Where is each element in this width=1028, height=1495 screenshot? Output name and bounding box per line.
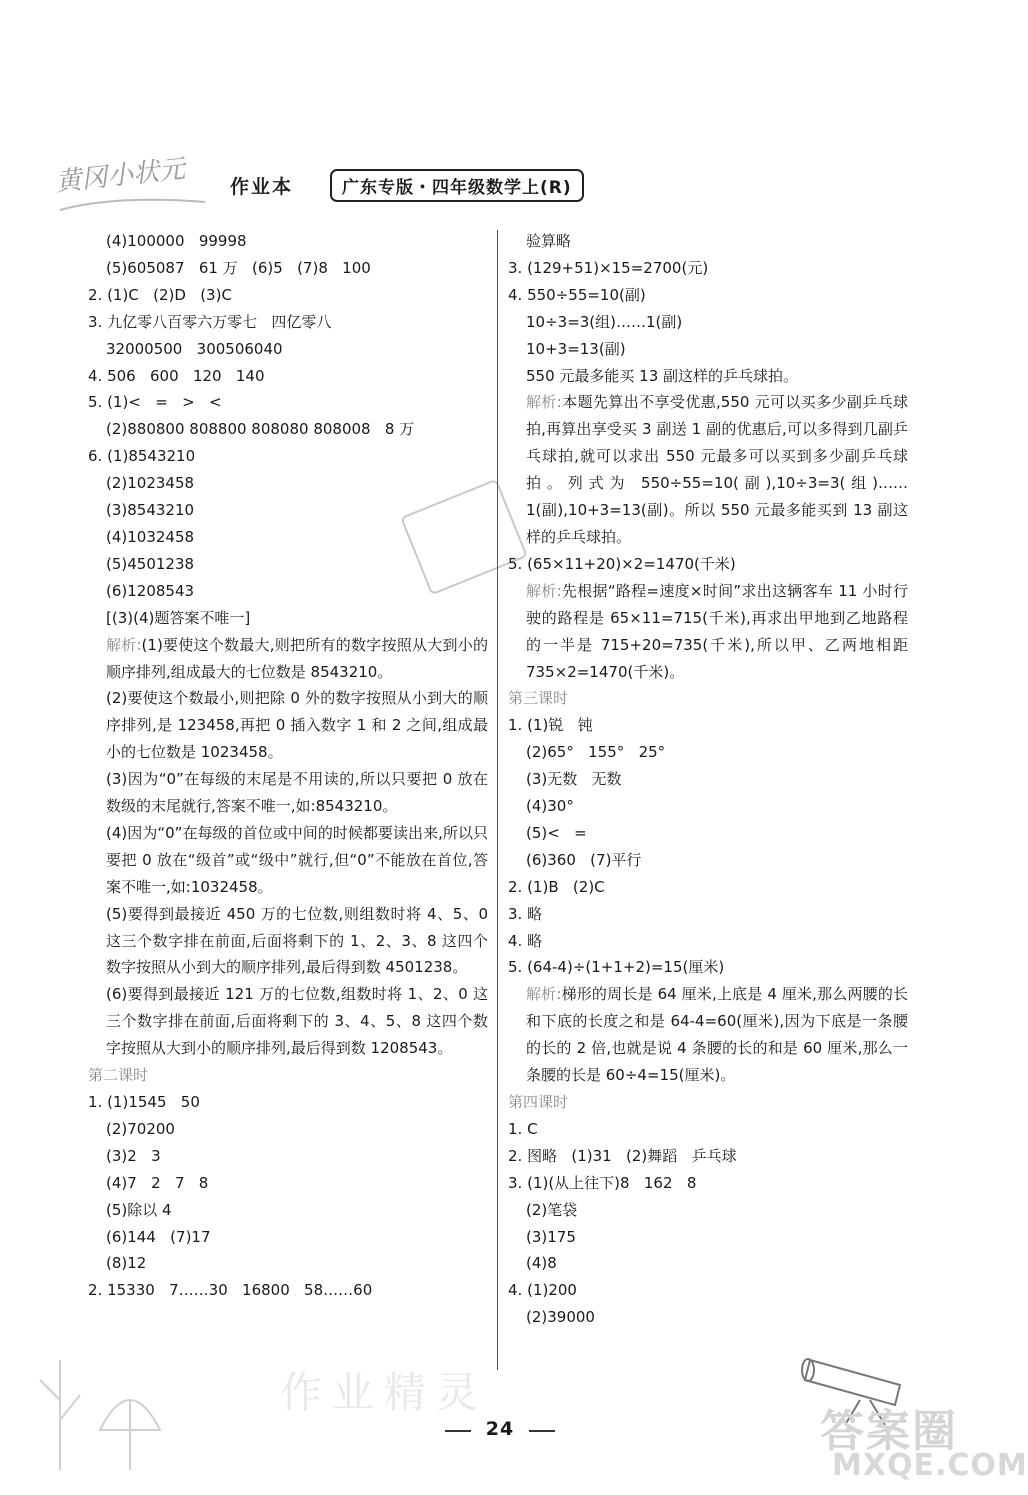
page-footer [0, 1418, 1000, 1440]
analysis-text: 梯形的周长是 64 厘米,上底是 4 厘米,那么两腰的长和下底的长度之和是 64-4=60(厘米),因为下底是一条腰的长的 2 倍,也就是说 4 条腰的长的和是 60 厘米,那么一条腰的长是 60÷4=15(厘米)。 [526, 985, 908, 1085]
answer-line: 5. (64-4)÷(1+1+2)=15(厘米) [508, 958, 725, 977]
answer-line: 4. (1)200 [508, 1281, 577, 1300]
answer-line: 4. 506 600 120 140 [88, 366, 265, 385]
answer-line: (4)因为“0”在每级的首位或中间的时候都要读出来,所以只要把 0 放在“级首”或“级中”就行,但“0”不能放在首位,答案不唯一,如:1032458。 [106, 823, 488, 896]
answer-line: (4)1032458 [106, 527, 195, 546]
answer-line: 3. 九亿零八百零六万零七 四亿零八 [88, 312, 332, 331]
answer-line: (6)要得到最接近 121 万的七位数,组数时将 1、2、0 这三个数字排在前面,后面将剩下的 3、4、5、8 这四个数字按照从大到小的顺序排列,最后得到数 1208543。 [106, 985, 488, 1058]
answer-line: 4. 550÷55=10(副) [508, 285, 646, 304]
answer-line: 3. (129+51)×15=2700(元) [508, 258, 709, 277]
answer-line: 2. 15330 7……30 16800 58……60 [88, 1281, 373, 1300]
section-heading: 第二课时 [88, 1066, 149, 1085]
homework-title: 作业本 [230, 176, 294, 198]
answer-line: 2. (1)B (2)C [508, 877, 605, 896]
answer-line: (2)880800 808800 808080 808008 8 万 [106, 420, 415, 439]
answer-line: 32000500 300506040 [106, 339, 283, 358]
analysis-label: 解析: [106, 635, 142, 654]
answer-line: (2)65° 155° 25° [526, 743, 666, 762]
answer-line: (4)7 2 7 8 [106, 1173, 209, 1192]
analysis-note [88, 632, 488, 686]
analysis-text: 先根据“路程=速度×时间”求出这辆客车 11 小时行驶的路程是 65×11=715(千米),再求出甲地到乙地路程的一半是 715+20=735(千米),所以甲、乙两地相距 735×2=1470(千米)。 [526, 581, 908, 681]
brand-swoosh-icon [55, 190, 215, 220]
answer-line: (3)因为“0”在每级的末尾是不用读的,所以只要把 0 放在数级的末尾就行,答案不唯一,如:8543210。 [106, 770, 488, 816]
answer-line: 2. 图略 (1)31 (2)舞蹈 乒乓球 [508, 1146, 737, 1165]
answer-line: (2)70200 [106, 1119, 175, 1138]
left-column [88, 228, 488, 1304]
answer-line: (5)605087 61 万 (6)5 (7)8 100 [106, 258, 371, 277]
analysis-note [508, 981, 908, 1089]
answer-line: (2)要使这个数最小,则把除 0 外的数字按照从小到大的顺序排列,是 123458,再把 0 插入数字 1 和 2 之间,组成最小的七位数是 1023458。 [106, 689, 488, 762]
footer-dash-right [529, 1430, 555, 1432]
answer-line: (4)8 [526, 1254, 557, 1273]
analysis-label: 解析: [526, 581, 562, 600]
logo-watermark: 答案圈 [820, 1406, 958, 1457]
answer-line: (3)8543210 [106, 501, 195, 520]
tree-icon [20, 1340, 170, 1470]
right-column [508, 228, 908, 1331]
answer-line: 2. (1)C (2)D (3)C [88, 285, 232, 304]
footer-dash-left [445, 1430, 471, 1432]
answer-line: 1. C [508, 1119, 538, 1138]
answer-line: (3)无数 无数 [526, 770, 622, 789]
edition-badge: 广东专版・四年级数学上(R) [330, 169, 584, 202]
page-number: 24 [485, 1418, 515, 1440]
answer-line: (2)笔袋 [526, 1200, 578, 1219]
answer-line: (5)要得到最接近 450 万的七位数,则组数时将 4、5、0 这三个数字排在前面,后面将剩下的 1、2、3、8 这四个数字按照从小到大的顺序排列,最后得到数 4501238。 [106, 904, 488, 977]
answer-line: 10÷3=3(组)……1(副) [526, 312, 683, 331]
brand-logo: 黄冈小状元 [54, 154, 187, 198]
analysis-text: 本题先算出不享受优惠,550 元可以买多少副乒乓球拍,再算出享受买 3 副送 1 副的优惠后,可以多得到几副乒乓球拍,就可以求出 550 元最多可以买到多少副乒乓球拍。列式为 550÷55=10(副),10÷3=3(组)……1(副),10+3=13(副)。所以 550 元最多能买到 13 副这样的乒乓球拍。 [526, 393, 909, 546]
analysis-label: 解析: [526, 393, 562, 412]
analysis-label: 解析: [526, 985, 562, 1004]
answer-line: 1. (1)锐 钝 [508, 716, 593, 735]
answer-line: 1. (1)1545 50 [88, 1093, 200, 1111]
answer-line: 4. 略 [508, 931, 543, 950]
answer-line: (3)2 3 [106, 1146, 161, 1165]
answer-line: (5)< = [526, 823, 587, 842]
answer-line: 5. (1)< = > < [88, 393, 222, 412]
answer-line: 10+3=13(副) [526, 339, 626, 358]
analysis-note [508, 389, 908, 550]
answer-line: (5)4501238 [106, 554, 195, 573]
answer-line: (2)39000 [526, 1308, 595, 1327]
analysis-text: (1)要使这个数最大,则把所有的数字按照从大到小的顺序排列,组成最大的七位数是 8543210。 [106, 635, 488, 681]
answer-line: (2)1023458 [106, 474, 195, 493]
analysis-note [508, 578, 908, 686]
answer-line: (4)100000 99998 [106, 232, 247, 250]
answer-line: 3. 略 [508, 904, 543, 923]
answer-line: 3. (1)(从上往下)8 162 8 [508, 1173, 697, 1192]
page-header [55, 150, 955, 230]
column-divider [497, 230, 498, 1370]
answer-line: 5. (65×11+20)×2=1470(千米) [508, 554, 736, 573]
answer-line: (8)12 [106, 1254, 147, 1273]
answer-line: (5)除以 4 [106, 1200, 172, 1219]
section-heading: 第三课时 [508, 689, 569, 708]
answer-line: (3)175 [526, 1227, 576, 1246]
answer-line: [(3)(4)题答案不唯一] [106, 608, 251, 627]
center-watermark: 作业精灵 [280, 1368, 489, 1417]
site-watermark: MXQE.COM [832, 1448, 1028, 1483]
answer-line: 550 元最多能买 13 副这样的乒乓球拍。 [526, 366, 799, 385]
answer-line: (6)360 (7)平行 [526, 850, 642, 869]
answer-line: (6)144 (7)17 [106, 1227, 211, 1246]
answer-line: 验算略 [526, 232, 572, 250]
answer-line: (4)30° [526, 797, 574, 816]
section-heading: 第四课时 [508, 1093, 569, 1111]
answer-line: (6)1208543 [106, 581, 195, 600]
answer-line: 6. (1)8543210 [88, 447, 196, 466]
